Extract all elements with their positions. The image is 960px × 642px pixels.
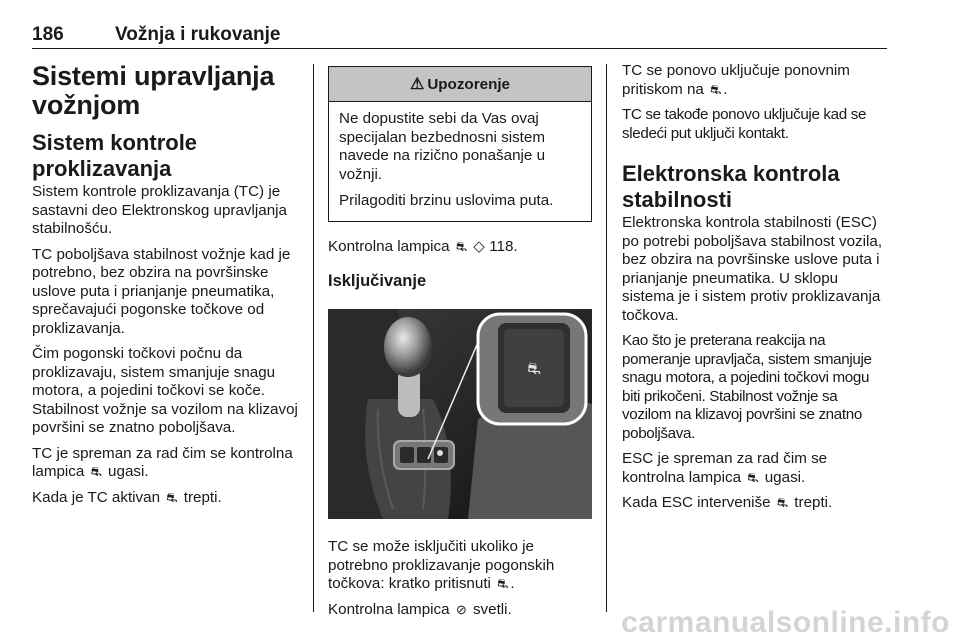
traction-control-icon: ⛐	[710, 81, 722, 97]
warning-text: Prilagoditi brzinu uslovima puta.	[339, 192, 554, 209]
warning-box	[328, 66, 592, 222]
paragraph: Kontrolna lampica ⊘ svetli.	[328, 600, 512, 618]
paragraph: Kontrolna lampica ⛐ ◇ 118.	[328, 237, 518, 255]
page-header	[32, 10, 887, 49]
paragraph: Kao što je preterana reakcija na pomeranje upravljača, sistem smanjuje snagu motora, a pojedini točkovi mogu biti prikočeni. Stabilnost vožnje sa vozilom na klizavoj površini se znatno poboljšava.	[622, 332, 872, 442]
section-heading: Elektronska kontrola stabilnosti	[622, 161, 840, 212]
paragraph: Kada je TC aktivan ⛐ trepti.	[32, 488, 222, 506]
traction-control-icon: ⛐	[166, 489, 178, 505]
section-title: Vožnja i rukovanje	[115, 24, 281, 45]
traction-control-icon: ⛐	[497, 576, 509, 591]
column-divider	[606, 64, 607, 612]
paragraph: Elektronska kontrola stabilnosti (ESC) po potrebi poboljšava stabilnost vozila, bez obzira na površinske uslove puta i prianjanje pneumatika. U sklopu sistema je i sistem protiv proklizavanja točkova.	[622, 214, 883, 324]
paragraph: ESC je spreman za rad čim se kontrolna lampica ⛐ ugasi.	[622, 450, 828, 486]
chapter-title: Sistemi upravljanja vožnjom	[32, 61, 275, 120]
paragraph: TC poboljšava stabilnost vožnje kad je potrebno, bez obzira na površinske uslove puta i prianjanje pneumatika, sprečavajući pogonske točkove od proklizavanja.	[32, 245, 291, 337]
paragraph: TC je spreman za rad čim se kontrolna lampica ⛐ ugasi.	[32, 444, 293, 480]
warning-header: ⚠ Upozorenje	[329, 67, 591, 102]
paragraph: TC se može isključiti ukoliko je potrebno proklizavanje pogonskih točkova: kratko pritisnuti ⛐ .	[328, 538, 555, 592]
traction-control-icon: ⛐	[776, 495, 789, 510]
paragraph: Čim pogonski točkovi počnu da proklizavaju, sistem smanjuje snagu motora, a pojedini točkovi se koče. Stabilnost vožnje sa vozilom na klizavoj površini se znatno poboljšava.	[32, 345, 298, 436]
traction-control-icon: ⛐	[747, 469, 759, 485]
left-column	[32, 62, 300, 514]
right-column	[622, 62, 890, 520]
tc-off-icon: ⊘	[455, 601, 467, 617]
traction-control-icon: ⛐	[90, 464, 102, 479]
svg-text:⛐: ⛐	[527, 359, 541, 378]
page-number: 186	[32, 24, 64, 45]
warning-text: Ne dopustite sebi da Vas ovaj specijalan bezbednosni sistem navede na rizično ponašanje u vožnji.	[339, 110, 546, 183]
middle-column	[328, 62, 592, 626]
paragraph: TC se ponovo uključuje ponovnim pritiskom na ⛐ .	[622, 62, 850, 98]
section-heading: Sistem kontrole proklizavanja	[32, 130, 198, 181]
paragraph: Sistem kontrole proklizavanja (TC) je sastavni deo Elektronskog upravljanja stabilnošću.	[32, 183, 287, 237]
traction-control-icon: ⛐	[455, 238, 468, 254]
watermark: carmanualsonline.info	[621, 606, 950, 639]
page-ref-icon: ◇	[473, 237, 485, 255]
subheading: Isključivanje	[328, 272, 427, 290]
paragraph: TC se takođe ponovo uključuje kad se sledeći put uključi kontakt.	[622, 106, 867, 142]
tc-button-photo	[328, 309, 592, 519]
column-divider	[313, 64, 314, 612]
warning-triangle-icon: ⚠	[409, 76, 425, 93]
paragraph: Kada ESC interveniše ⛐ trepti.	[622, 494, 833, 511]
